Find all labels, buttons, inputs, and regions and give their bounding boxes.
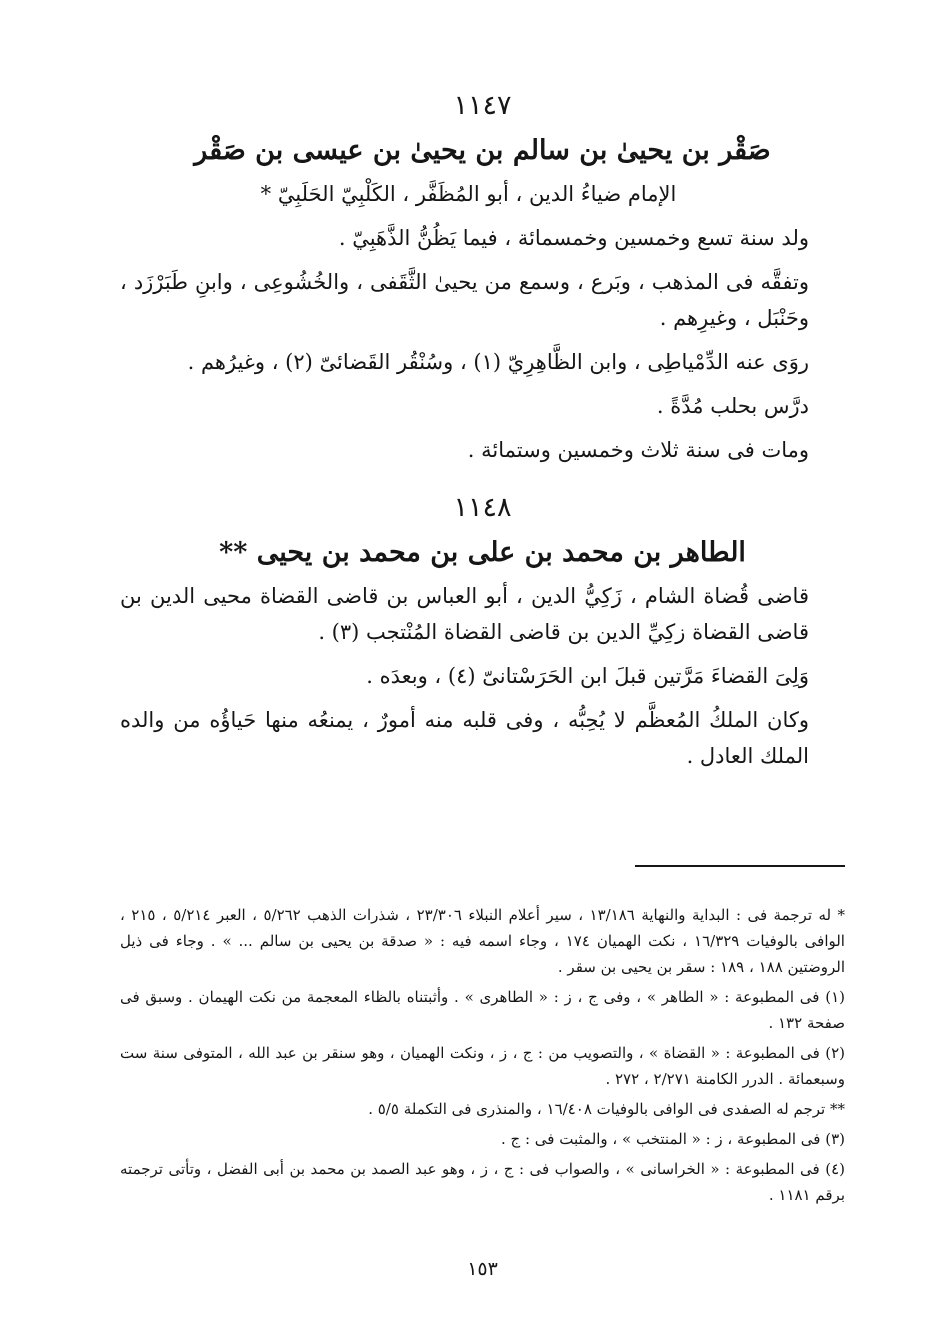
section-gap bbox=[120, 476, 845, 492]
entry-paragraph: وَلِىَ القضاءَ مَرَّتين قبلَ ابن الحَرَسْتانىّ (٤) ، وبعدَه . bbox=[366, 664, 809, 688]
entry-paragraph: قاضى قُضاة الشام ، زَكِيُّ الدين ، أبو العباس بن قاضى القضاة محيى الدين بن قاضى القضاة زكِيِّ الدين بن قاضى القضاة المُنْتجب (٣) . bbox=[120, 584, 809, 644]
entry-title: الطاهر بن محمد بن على بن محمد بن يحيى ** bbox=[219, 537, 746, 568]
entry-paragraph: ومات فى سنة ثلاث وخمسين وستمائة . bbox=[467, 438, 809, 462]
footnote: (١) فى المطبوعة : « الطاهر » ، وفى ج ، ز : « الطاهرى » . وأثبتناه بالظاء المعجمة من نكت الهيمان . وسبق فى صفحة ١٣٢ . bbox=[120, 988, 845, 1032]
entry-paragraph: وتفقَّه فى المذهب ، وبَرع ، وسمع من يحيىٰ الثَّقَفى ، والخُشُوعِى ، وابنِ طَبَرْزَد ، وحَنْبَل ، وغيرِهم . bbox=[120, 270, 809, 330]
entry-paragraph: ولد سنة تسع وخمسين وخمسمائة ، فيما يَظُنُّ الذَّهَبِيّ . bbox=[338, 226, 809, 250]
footnote: (٢) فى المطبوعة : « القضاة » ، والتصويب من : ج ، ز ، ونكت الهميان ، وهو سنقر بن عبد الله ، المتوفى سنة ست وسبعمائة . الدرر الكامنة ٢/٢٧١ ، ٢٧٢ . bbox=[120, 1044, 845, 1088]
entry-paragraph: روَى عنه الدِّمْياطِى ، وابن الظَّاهِرِيّ (١) ، وسُنْقُر القَضائىّ (٢) ، وغيرُهم . bbox=[187, 350, 809, 374]
entry-paragraph: وكان الملكُ المُعظَّم لا يُحِبُّه ، وفى قلبه منه أمورٌ ، يمنعُه منها حَياؤُه من والده الملك العادل . bbox=[120, 708, 809, 768]
entry-1147 bbox=[120, 90, 845, 468]
entry-paragraph: الإمام ضياءُ الدين ، أبو المُظَفَّر ، الكَلْبِيّ الحَلَبِيّ * bbox=[260, 182, 677, 206]
entry-title: صَقْر بن يحيىٰ بن سالم بن يحيىٰ بن عيسى بن صَقْر bbox=[194, 135, 771, 166]
footnote: (٣) فى المطبوعة ، ز : « المنتخب » ، والمثبت فى : ج . bbox=[500, 1130, 845, 1148]
entry-paragraph: درَّس بحلب مُدَّةً . bbox=[656, 394, 809, 418]
page-number: ١٥٣ bbox=[467, 1258, 498, 1280]
footnote: * له ترجمة فى : البداية والنهاية ١٣/١٨٦ ، سير أعلام النبلاء ٢٣/٣٠٦ ، شذرات الذهب ٥/٢٦٢ ، العبر ٥/٢١٤ ، ٢١٥ ، الوافى بالوفيات ١٦/٣٢٩ ، نكت الهميان ١٧٤ ، وجاء اسمه فيه : « صدقة بن يحيى بن سالم ... » . وجاء فى ذيل الروضتين ١٨٨ ، ١٨٩ : سقر بن يحيى بن سقر . bbox=[120, 906, 846, 976]
entry-number: ١١٤٧ bbox=[453, 90, 512, 121]
footnotes bbox=[120, 902, 845, 1212]
footnote: (٤) فى المطبوعة : « الخراسانى » ، والصواب فى : ج ، ز ، وهو عبد الصمد بن محمد بن أبى الفضل ، وتأتى ترجمته برقم ١١٨١ . bbox=[120, 1160, 845, 1204]
footnote-divider bbox=[635, 865, 845, 867]
entry-number: ١١٤٨ bbox=[453, 492, 512, 523]
footnote: ** ترجم له الصفدى فى الوافى بالوفيات ١٦/٤٠٨ ، والمنذرى فى التكملة ٥/٥ . bbox=[368, 1100, 845, 1118]
document-page bbox=[120, 90, 845, 1300]
entry-1148 bbox=[120, 492, 845, 774]
